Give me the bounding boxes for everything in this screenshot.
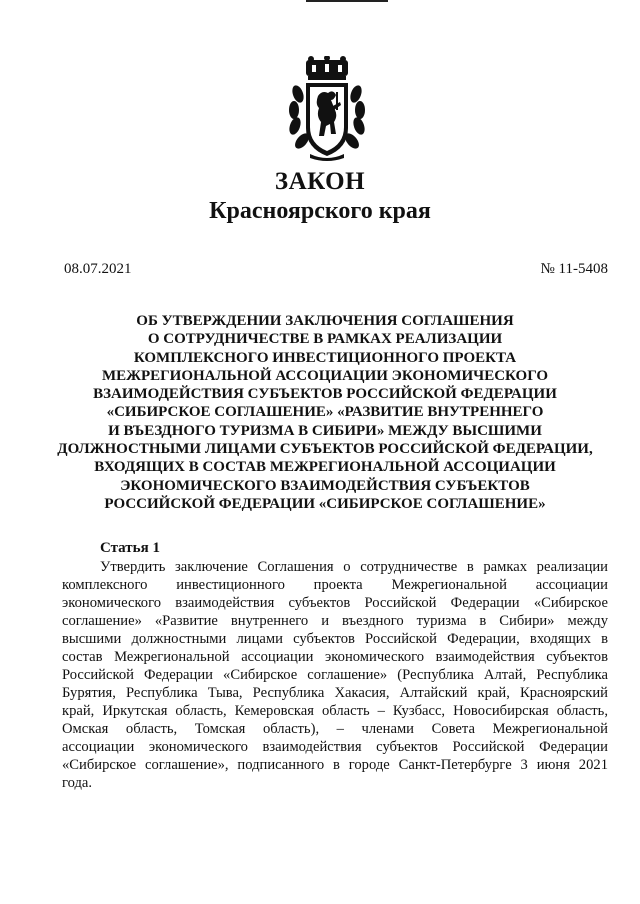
law-title xyxy=(46,312,604,513)
document-type-title: ЗАКОН xyxy=(274,168,366,195)
document-number: № 11-5408 xyxy=(540,261,608,277)
article-line: комплексного инвестиционного проекта Межрегиональной ассоциации xyxy=(62,577,608,593)
document-region-title: Красноярского края xyxy=(209,198,431,224)
law-title-line: О СОТРУДНИЧЕСТВЕ В РАМКАХ РЕАЛИЗАЦИИ xyxy=(147,331,503,348)
law-title-line: МЕЖРЕГИОНАЛЬНОЙ АССОЦИАЦИИ ЭКОНОМИЧЕСКОГО xyxy=(101,367,549,384)
law-title-line: И ВЪЕЗДНОГО ТУРИЗМА В СИБИРИ» МЕЖДУ ВЫСШИМИ xyxy=(108,422,542,439)
law-title-line: ДОЛЖНОСТНЫМИ ЛИЦАМИ СУБЪЕКТОВ РОССИЙСКОЙ ФЕДЕРАЦИИ, xyxy=(57,441,593,458)
article-line: Омская область, Томская область), – членами Совета Межрегиональной xyxy=(62,721,608,737)
law-title-line: «СИБИРСКОЕ СОГЛАШЕНИЕ» «РАЗВИТИЕ ВНУТРЕННЕГО xyxy=(106,404,544,421)
article-line: Бурятия, Республика Тыва, Республика Хакасия, Алтайский край, Красноярский xyxy=(62,685,608,701)
law-title-line: ЭКОНОМИЧЕСКОГО ВЗАИМОДЕЙСТВИЯ СУБЪЕКТОВ xyxy=(120,477,530,494)
article-heading: Статья 1 xyxy=(100,540,160,556)
article-line: экономического взаимодействия субъектов Российской Федерации «Сибирское xyxy=(62,595,608,611)
article-line: состав Межрегиональной ассоциации экономического взаимодействия субъектов xyxy=(62,649,608,665)
article-line: край, Иркутская область, Кемеровская область – Кузбасс, Новосибирская область, xyxy=(62,703,608,719)
article-line: года. xyxy=(62,775,93,791)
article-line: ассоциации экономического взаимодействия субъектов Российской Федерации xyxy=(62,739,608,755)
coat-of-arms-icon xyxy=(286,56,368,162)
law-title-line: КОМПЛЕКСНОГО ИНВЕСТИЦИОННОГО ПРОЕКТА xyxy=(133,349,517,366)
article-line: «Сибирское соглашение», подписанного в городе Санкт-Петербурге 3 июня 2021 xyxy=(62,757,608,773)
top-rule xyxy=(306,0,388,2)
document-date: 08.07.2021 xyxy=(64,261,132,277)
article-line: Утвердить заключение Соглашения о сотрудничестве в рамках реализации xyxy=(100,559,608,575)
article-line: Российской Федерации «Сибирское соглашение» (Республика Алтай, Республика xyxy=(62,667,608,683)
article-line: соглашение» «Развитие внутреннего и въездного туризма в Сибири» между xyxy=(62,613,608,629)
law-title-line: ВХОДЯЩИХ В СОСТАВ МЕЖРЕГИОНАЛЬНОЙ АССОЦИАЦИИ xyxy=(94,459,556,476)
law-title-line: ОБ УТВЕРЖДЕНИИ ЗАКЛЮЧЕНИЯ СОГЛАШЕНИЯ xyxy=(136,313,514,329)
article-line: высшими должностными лицами субъектов Российской Федерации, входящих в xyxy=(62,631,608,647)
law-title-line: ВЗАИМОДЕЙСТВИЯ СУБЪЕКТОВ РОССИЙСКОЙ ФЕДЕРАЦИИ xyxy=(93,386,557,403)
law-title-line: РОССИЙСКОЙ ФЕДЕРАЦИИ «СИБИРСКОЕ СОГЛАШЕНИЕ» xyxy=(104,495,546,512)
article-body xyxy=(62,558,608,792)
